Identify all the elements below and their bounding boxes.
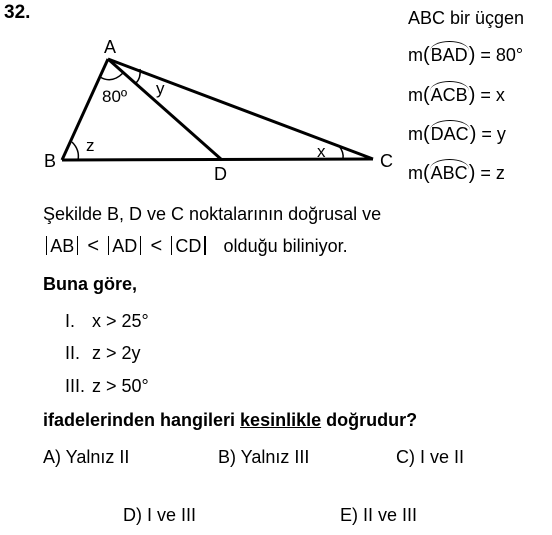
arc-acb: ACB xyxy=(430,85,468,105)
option-d[interactable]: D) I ve III xyxy=(123,505,197,525)
arc-bad: BAD xyxy=(430,45,468,65)
angle-label-abc: z xyxy=(86,136,95,155)
statement-line-2 xyxy=(43,236,348,257)
statement-tail: olduğu biliniyor. xyxy=(223,236,348,256)
side-ab xyxy=(62,59,108,160)
statement-line-1: Şekilde B, D ve C noktalarının doğrusal ve xyxy=(43,204,382,224)
prompt: Buna göre, xyxy=(43,274,138,294)
given-value-acb: = x xyxy=(480,85,505,105)
point-label-d: D xyxy=(214,164,227,184)
side-ac xyxy=(108,59,373,159)
given-value-dac: = y xyxy=(481,124,506,144)
side-bc xyxy=(62,159,373,160)
question-emphasis: kesinlikle xyxy=(240,410,322,430)
question-text xyxy=(43,410,417,431)
option-c[interactable]: C) I ve II xyxy=(396,447,465,467)
item-1-expr: x > 25° xyxy=(92,311,149,331)
arc-dac: DAC xyxy=(430,124,469,144)
segment-ab: AB xyxy=(50,236,75,256)
point-label-a: A xyxy=(104,37,117,57)
item-2-label: II. xyxy=(65,343,81,363)
item-3-expr: z > 50° xyxy=(92,376,149,396)
angle-arc-abc xyxy=(72,142,78,160)
item-2-expr: z > 2y xyxy=(92,343,141,363)
item-3-label: III. xyxy=(65,376,86,396)
option-e[interactable]: E) II ve III xyxy=(340,505,418,525)
question-post: doğrudur? xyxy=(321,410,418,430)
segment-cd: CD xyxy=(175,236,202,256)
given-angle-acb: m(ACB) = x xyxy=(408,84,505,106)
point-label-c: C xyxy=(380,151,393,171)
triangle-figure xyxy=(0,0,400,200)
less-than-1: < xyxy=(87,235,100,257)
segment-ad xyxy=(108,59,222,160)
option-b[interactable]: B) Yalnız III xyxy=(218,447,310,467)
given-value-bad: = 80° xyxy=(480,45,524,65)
option-a[interactable]: A) Yalnız II xyxy=(43,447,130,467)
given-angle-dac: m(DAC) = y xyxy=(408,123,506,145)
segment-ad-text: AD xyxy=(112,236,138,256)
point-label-b: B xyxy=(44,151,57,171)
angle-arc-bad xyxy=(100,73,123,80)
less-than-2: < xyxy=(150,235,163,257)
given-value-abc: = z xyxy=(480,163,505,183)
question-number: 32. xyxy=(4,2,31,23)
given-angle-bad: m(BAD) = 80° xyxy=(408,44,524,66)
angle-label-bad: 80º xyxy=(102,87,128,106)
given-angle-abc: m(ABC) = z xyxy=(408,162,505,184)
question-pre: ifadelerinden hangileri xyxy=(43,410,241,430)
angle-label-acb: x xyxy=(317,142,326,161)
item-1-label: I. xyxy=(65,311,76,331)
arc-abc: ABC xyxy=(430,163,468,183)
given-triangle: ABC bir üçgen xyxy=(408,8,525,28)
angle-label-dac: y xyxy=(156,79,165,98)
